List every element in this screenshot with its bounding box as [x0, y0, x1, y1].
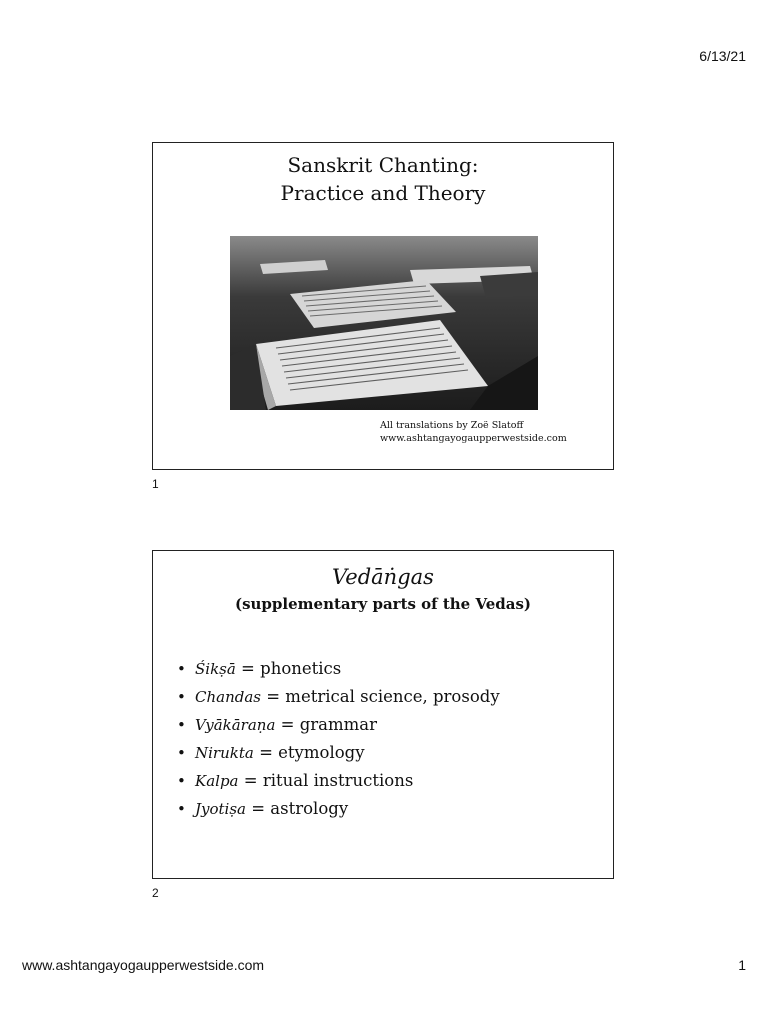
- slide-1-number: 1: [152, 477, 159, 491]
- bullet-term: Śikṣā: [195, 660, 236, 678]
- footer-url: www.ashtangayogaupperwestside.com: [22, 957, 265, 973]
- bullet-icon: •: [177, 688, 186, 706]
- bullet-icon: •: [177, 660, 186, 678]
- bullet-icon: •: [177, 744, 186, 762]
- slide-2-number: 2: [152, 886, 159, 900]
- slide-2: [152, 550, 614, 879]
- bullet-term: Jyotiṣa: [195, 800, 246, 818]
- bullet-definition: = metrical science, prosody: [260, 687, 500, 706]
- slide-2-subtitle: (supplementary parts of the Vedas): [234, 595, 531, 613]
- bullet-definition: = ritual instructions: [238, 771, 414, 790]
- bullet-term: Vyākāraṇa: [195, 716, 276, 734]
- print-date: 6/13/21: [699, 48, 746, 64]
- list-item: [177, 739, 500, 767]
- list-item: [177, 655, 500, 683]
- credit-line-1: All translations by Zoë Slatoff: [380, 420, 524, 431]
- bullet-term: Chandas: [195, 688, 261, 706]
- list-item: [177, 795, 500, 823]
- list-item: [177, 711, 500, 739]
- bullet-definition: = grammar: [275, 715, 378, 734]
- bullet-icon: •: [177, 772, 186, 790]
- translation-credit: [380, 419, 567, 445]
- list-item: [177, 767, 500, 795]
- slide-1-title: [153, 151, 613, 207]
- slide-2-title: Vedāṅgas: [332, 565, 434, 589]
- manuscript-photo-illustration: [230, 236, 538, 410]
- bullet-icon: •: [177, 716, 186, 734]
- bullet-icon: •: [177, 800, 186, 818]
- credit-line-2: www.ashtangayogaupperwestside.com: [380, 433, 567, 444]
- bullet-term: Kalpa: [195, 772, 239, 790]
- page-number: 1: [738, 957, 746, 973]
- vedanga-list: [177, 655, 500, 823]
- slide-1-title-line-1: Sanskrit Chanting:: [287, 153, 479, 177]
- bullet-definition: = phonetics: [235, 659, 342, 678]
- bullet-definition: = astrology: [245, 799, 349, 818]
- manuscript-photo: [230, 236, 538, 410]
- slide-1: [152, 142, 614, 470]
- list-item: [177, 683, 500, 711]
- bullet-term: Nirukta: [195, 744, 254, 762]
- bullet-definition: = etymology: [253, 743, 365, 762]
- slide-1-title-line-2: Practice and Theory: [280, 181, 486, 205]
